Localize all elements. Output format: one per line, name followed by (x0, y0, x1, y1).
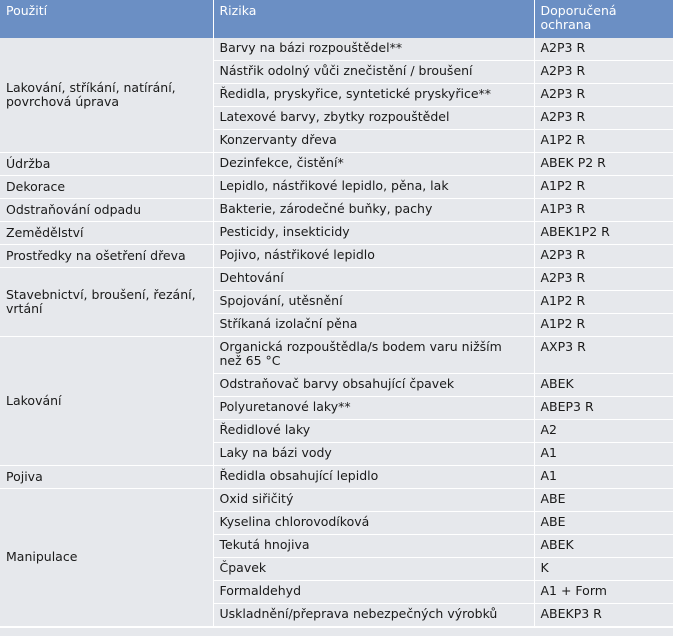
use-cell: Manipulace (0, 489, 213, 627)
table-row (0, 337, 673, 374)
protection-cell: ABEP3 R (534, 397, 673, 420)
table-bottom-strip (0, 627, 673, 636)
use-cell: Pojiva (0, 466, 213, 489)
use-cell: Zemědělství (0, 222, 213, 245)
table-row (0, 245, 673, 268)
risk-cell: Polyuretanové laky** (213, 397, 534, 420)
protection-cell: ABEKP3 R (534, 604, 673, 627)
protection-cell: ABE (534, 489, 673, 512)
protection-cell: A1P2 R (534, 314, 673, 337)
protection-cell: K (534, 558, 673, 581)
table-row (0, 466, 673, 489)
risk-cell: Ředidla, pryskyřice, syntetické pryskyřice** (213, 84, 534, 107)
risk-cell: Pesticidy, insekticidy (213, 222, 534, 245)
use-cell: Stavebnictví, broušení, řezání, vrtání (0, 268, 213, 337)
table-row (0, 268, 673, 291)
protection-cell: AXP3 R (534, 337, 673, 374)
protection-cell: A2P3 R (534, 268, 673, 291)
protection-cell: A2P3 R (534, 38, 673, 61)
table-row (0, 176, 673, 199)
use-cell: Údržba (0, 153, 213, 176)
table-row (0, 153, 673, 176)
protection-cell: A1P2 R (534, 176, 673, 199)
risk-cell: Latexové barvy, zbytky rozpouštědel (213, 107, 534, 130)
risk-cell: Tekutá hnojiva (213, 535, 534, 558)
table-row (0, 38, 673, 61)
risk-cell: Dehtování (213, 268, 534, 291)
risk-cell: Oxid siřičitý (213, 489, 534, 512)
protection-cell: ABEK (534, 374, 673, 397)
risk-cell: Kyselina chlorovodíková (213, 512, 534, 535)
risk-cell: Bakterie, zárodečné buňky, pachy (213, 199, 534, 222)
table-row (0, 489, 673, 512)
risk-cell: Dezinfekce, čistění* (213, 153, 534, 176)
risk-cell: Formaldehyd (213, 581, 534, 604)
protection-cell: A2 (534, 420, 673, 443)
protection-cell: A2P3 R (534, 84, 673, 107)
use-cell: Dekorace (0, 176, 213, 199)
table-row (0, 222, 673, 245)
protection-cell: A1P2 R (534, 291, 673, 314)
protection-cell: A2P3 R (534, 245, 673, 268)
risk-cell: Konzervanty dřeva (213, 130, 534, 153)
risk-cell: Ředidla obsahující lepidlo (213, 466, 534, 489)
risk-cell: Lepidlo, nástřikové lepidlo, pěna, lak (213, 176, 534, 199)
protection-cell: A2P3 R (534, 107, 673, 130)
risk-cell: Laky na bázi vody (213, 443, 534, 466)
risk-cell: Nástřik odolný vůči znečistění / broušení (213, 61, 534, 84)
header-protection: Doporučená ochrana (534, 0, 673, 38)
protection-cell: A1 (534, 443, 673, 466)
protection-cell: A1 (534, 466, 673, 489)
protection-cell: A2P3 R (534, 61, 673, 84)
header-risks: Rizika (213, 0, 534, 38)
risk-cell: Čpavek (213, 558, 534, 581)
risk-cell: Organická rozpouštědla/s bodem varu nižším než 65 °C (213, 337, 534, 374)
use-cell: Lakování (0, 337, 213, 466)
protection-cell: A1 + Form (534, 581, 673, 604)
protection-cell: ABEK P2 R (534, 153, 673, 176)
table-row (0, 199, 673, 222)
protection-cell: ABE (534, 512, 673, 535)
risk-cell: Barvy na bázi rozpouštědel** (213, 38, 534, 61)
risk-cell: Pojivo, nástřikové lepidlo (213, 245, 534, 268)
use-cell: Odstraňování odpadu (0, 199, 213, 222)
risk-cell: Uskladnění/přeprava nebezpečných výrobků (213, 604, 534, 627)
protection-cell: ABEK1P2 R (534, 222, 673, 245)
risk-cell: Stříkaná izolační pěna (213, 314, 534, 337)
header-use: Použití (0, 0, 213, 38)
header-row (0, 0, 673, 38)
use-cell: Prostředky na ošetření dřeva (0, 245, 213, 268)
protection-cell: A1P3 R (534, 199, 673, 222)
use-cell: Lakování, stříkání, natírání, povrchová úprava (0, 38, 213, 153)
protection-cell: A1P2 R (534, 130, 673, 153)
protection-cell: ABEK (534, 535, 673, 558)
risk-cell: Ředidlové laky (213, 420, 534, 443)
risk-cell: Odstraňovač barvy obsahující čpavek (213, 374, 534, 397)
risk-cell: Spojování, utěsnění (213, 291, 534, 314)
